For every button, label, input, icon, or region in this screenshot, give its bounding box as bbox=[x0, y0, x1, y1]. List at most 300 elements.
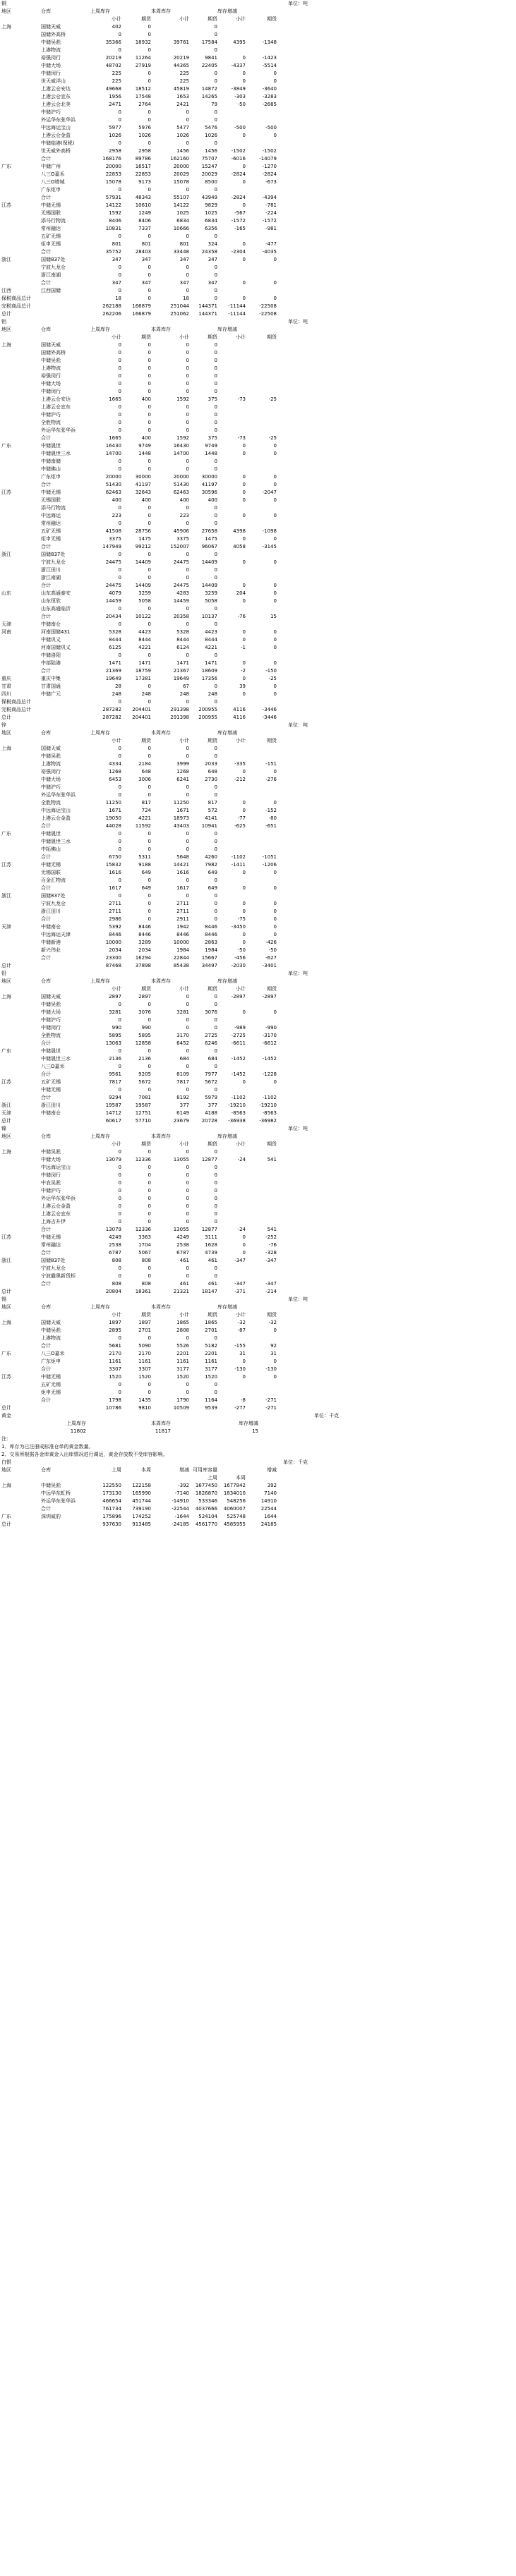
value-cell: 0 bbox=[273, 901, 277, 906]
value-cell: 0 bbox=[148, 909, 151, 914]
value-cell: 28 bbox=[115, 684, 121, 689]
warehouse-cell: 中储大场 bbox=[41, 777, 61, 782]
value-cell: 12877 bbox=[201, 1227, 217, 1232]
value-cell bbox=[217, 380, 246, 388]
region-cell bbox=[1, 660, 41, 667]
value-cell: 0 bbox=[186, 427, 189, 433]
value-cell: 291398 bbox=[170, 707, 189, 712]
value-cell: 11802 bbox=[70, 1428, 86, 1434]
value-cell: 801 bbox=[141, 241, 151, 247]
value-cell bbox=[217, 388, 246, 396]
value-cell bbox=[246, 1016, 277, 1024]
table-row bbox=[0, 590, 516, 597]
value-cell: 22544 bbox=[260, 1506, 277, 1512]
value-cell: 0 bbox=[148, 24, 151, 30]
subheader-cell: 小计 bbox=[112, 16, 121, 22]
section-silver bbox=[0, 1459, 516, 1529]
value-cell: 461 bbox=[208, 1258, 217, 1263]
value-cell: 3375 bbox=[176, 536, 189, 542]
value-cell: 533346 bbox=[198, 1498, 217, 1504]
value-cell: 20000 bbox=[105, 164, 121, 169]
value-cell: 0 bbox=[186, 381, 189, 387]
table-row bbox=[0, 628, 516, 636]
warehouse-cell: 中储广州 bbox=[41, 164, 61, 169]
value-cell: 9294 bbox=[109, 1095, 121, 1100]
value-cell: 291398 bbox=[170, 715, 189, 720]
value-cell: 0 bbox=[214, 567, 217, 573]
warehouse-cell: 中储晟世 bbox=[41, 443, 61, 449]
region-cell bbox=[1, 388, 41, 396]
region-cell bbox=[1, 1490, 41, 1497]
value-cell: 1644 bbox=[264, 1514, 277, 1519]
value-cell: 9561 bbox=[109, 1071, 121, 1077]
subheader-cell: 小计 bbox=[236, 738, 246, 743]
value-cell: 0 bbox=[186, 187, 189, 193]
subheader-cell: 小计 bbox=[179, 986, 189, 992]
subheader-cell: 期货 bbox=[267, 16, 277, 22]
region-cell bbox=[1, 512, 41, 520]
value-cell: -567 bbox=[234, 210, 246, 216]
value-cell: 19649 bbox=[105, 676, 121, 681]
warehouse-cell: 合计 bbox=[41, 156, 51, 162]
value-cell: 17584 bbox=[201, 40, 217, 45]
subheader-cell bbox=[1, 1311, 41, 1319]
value-cell: 1616 bbox=[176, 870, 189, 875]
warehouse-cell: 浙江田川 bbox=[41, 1102, 61, 1108]
value-cell: 0 bbox=[273, 870, 277, 875]
value-cell: 761734 bbox=[102, 1506, 121, 1512]
value-cell bbox=[217, 1210, 246, 1218]
value-cell: 0 bbox=[118, 458, 121, 464]
value-cell bbox=[217, 1016, 246, 1024]
value-cell: 0 bbox=[148, 521, 151, 526]
value-cell: 9205 bbox=[138, 1071, 151, 1077]
value-cell: 0 bbox=[242, 202, 246, 208]
value-cell: 0 bbox=[214, 1017, 217, 1023]
value-cell: 4561770 bbox=[195, 1521, 217, 1527]
value-cell: -3145 bbox=[262, 544, 277, 549]
table-row bbox=[0, 341, 516, 349]
value-cell: 0 bbox=[118, 1265, 121, 1271]
value-cell: 0 bbox=[214, 1002, 217, 1007]
value-cell: 248 bbox=[112, 691, 121, 697]
value-cell: 8500 bbox=[205, 179, 217, 185]
value-cell: -3401 bbox=[262, 963, 277, 968]
region-cell: 总计 bbox=[1, 1118, 11, 1124]
value-cell: 0 bbox=[148, 567, 151, 573]
value-cell: 0 bbox=[186, 784, 189, 790]
table-row bbox=[0, 489, 516, 497]
region-cell: 四川 bbox=[1, 691, 11, 697]
value-cell: 0 bbox=[186, 1048, 189, 1054]
table-row bbox=[0, 520, 516, 528]
region-cell bbox=[1, 171, 41, 178]
value-cell: -271 bbox=[265, 1405, 277, 1411]
warehouse-cell: 国储天威 bbox=[41, 746, 61, 751]
value-cell: -347 bbox=[265, 1281, 277, 1287]
value-cell: 0 bbox=[118, 1188, 121, 1193]
warehouse-cell bbox=[41, 310, 90, 318]
warehouse-cell: 八三O嘉禾 bbox=[41, 171, 65, 177]
value-cell: 1268 bbox=[109, 769, 121, 774]
subheader-cell bbox=[41, 1474, 90, 1482]
value-cell: 5672 bbox=[138, 1079, 151, 1085]
warehouse-cell: 合计 bbox=[41, 885, 51, 891]
value-cell bbox=[217, 403, 246, 411]
region-cell: 上海 bbox=[1, 24, 11, 30]
warehouse-cell: 合计 bbox=[41, 1366, 51, 1372]
value-cell: 0 bbox=[118, 1180, 121, 1186]
region-cell bbox=[1, 566, 41, 574]
value-cell: 0 bbox=[242, 482, 246, 487]
warehouse-cell: 中储无锡 bbox=[41, 490, 61, 495]
table-row bbox=[0, 272, 516, 279]
table-row bbox=[0, 605, 516, 613]
table-row bbox=[0, 993, 516, 1001]
value-cell: 0 bbox=[118, 358, 121, 363]
value-cell: 1665 bbox=[109, 435, 121, 441]
region-cell bbox=[1, 396, 41, 403]
table-row bbox=[0, 947, 516, 954]
warehouse-cell bbox=[41, 1288, 90, 1296]
warehouse-cell: 合计 bbox=[41, 195, 51, 200]
value-cell: 225 bbox=[179, 78, 189, 84]
warehouse-cell: 中储吴淞 bbox=[41, 1483, 61, 1488]
value-cell bbox=[217, 1218, 246, 1226]
value-cell: 0 bbox=[186, 117, 189, 123]
value-cell: 4116 bbox=[233, 715, 246, 720]
value-cell: 375 bbox=[208, 435, 217, 441]
warehouse-cell: 世天威外高桥 bbox=[41, 148, 71, 154]
table-row bbox=[0, 745, 516, 753]
table-row bbox=[0, 916, 516, 923]
value-cell: 0 bbox=[242, 637, 246, 643]
value-cell: -22508 bbox=[259, 303, 277, 309]
value-cell: 808 bbox=[141, 1281, 151, 1287]
value-cell: 0 bbox=[186, 1188, 189, 1193]
header-cell bbox=[217, 1466, 246, 1474]
value-cell: 1268 bbox=[176, 769, 189, 774]
region-cell bbox=[1, 939, 41, 947]
value-cell: 1161 bbox=[138, 1359, 151, 1364]
value-cell: 11592 bbox=[135, 823, 151, 829]
warehouse-cell: 中储闵行 bbox=[41, 71, 61, 76]
table-row bbox=[0, 784, 516, 791]
value-cell: 0 bbox=[118, 1335, 121, 1341]
warehouse-cell: 全胜物流 bbox=[41, 800, 61, 806]
warehouse-cell: 国储天威 bbox=[41, 342, 61, 348]
value-cell: -32 bbox=[237, 1320, 246, 1325]
value-cell: 2711 bbox=[109, 909, 121, 914]
region-cell bbox=[1, 1397, 41, 1404]
value-cell: 0 bbox=[214, 684, 217, 689]
value-cell: 0 bbox=[118, 365, 121, 371]
value-cell: 6246 bbox=[205, 1040, 217, 1046]
region-cell bbox=[1, 1016, 41, 1024]
region-cell bbox=[1, 1389, 41, 1397]
value-cell: 0 bbox=[186, 746, 189, 751]
table-row bbox=[0, 435, 516, 442]
value-cell bbox=[217, 349, 246, 357]
subheader-cell: 小计 bbox=[112, 1312, 121, 1318]
value-cell: -673 bbox=[265, 179, 277, 185]
header-cell: 地区 bbox=[1, 1134, 11, 1139]
value-cell: 3363 bbox=[138, 1234, 151, 1240]
note-text: 2、交易所根据各金库黄金入出库情况进行调运，黄金存放数不受库容影响。 bbox=[1, 1452, 168, 1457]
header-cell: 仓库 bbox=[41, 1467, 51, 1473]
value-cell: 7817 bbox=[176, 1079, 189, 1085]
value-cell: -1098 bbox=[262, 528, 277, 534]
value-cell: 0 bbox=[214, 1165, 217, 1170]
value-cell: -981 bbox=[265, 226, 277, 231]
value-cell: 28756 bbox=[135, 528, 151, 534]
value-cell bbox=[246, 574, 277, 582]
value-cell: 8406 bbox=[109, 218, 121, 224]
value-cell: 0 bbox=[186, 699, 189, 705]
value-cell: 2711 bbox=[176, 901, 189, 906]
value-cell: 0 bbox=[186, 1196, 189, 1201]
value-cell bbox=[217, 520, 246, 528]
region-cell bbox=[1, 1032, 41, 1040]
value-cell: 225 bbox=[179, 71, 189, 76]
value-cell: 0 bbox=[242, 497, 246, 503]
region-cell bbox=[1, 349, 41, 357]
region-cell bbox=[1, 877, 41, 885]
warehouse-cell: 中储无锡 bbox=[41, 1087, 61, 1093]
value-cell: 9829 bbox=[205, 202, 217, 208]
value-cell: 0 bbox=[148, 389, 151, 394]
table-row bbox=[0, 1327, 516, 1335]
value-cell: 2170 bbox=[138, 1351, 151, 1356]
table-row bbox=[0, 1319, 516, 1327]
value-cell: -3283 bbox=[262, 94, 277, 99]
warehouse-cell: 上港云仓宜东 bbox=[41, 94, 71, 99]
value-cell: 0 bbox=[242, 536, 246, 542]
value-cell: 0 bbox=[186, 420, 189, 425]
value-cell: -155 bbox=[234, 1343, 246, 1349]
value-cell: 0 bbox=[214, 458, 217, 464]
section-title: 铅 bbox=[1, 971, 6, 976]
value-cell: 7817 bbox=[109, 1079, 121, 1085]
value-cell bbox=[246, 466, 277, 473]
table-row bbox=[0, 1203, 516, 1210]
value-cell: 12858 bbox=[135, 1040, 151, 1046]
value-cell: 287282 bbox=[102, 707, 121, 712]
value-cell: 1671 bbox=[176, 808, 189, 813]
header-cell: 地区 bbox=[1, 978, 11, 984]
value-cell: 17356 bbox=[201, 676, 217, 681]
value-cell bbox=[246, 551, 277, 559]
section-subheader-row bbox=[0, 334, 516, 341]
value-cell: 1164 bbox=[205, 1397, 217, 1403]
table-row bbox=[0, 1187, 516, 1195]
warehouse-cell: 上港云仓安达 bbox=[41, 86, 71, 92]
value-cell: 0 bbox=[273, 133, 277, 138]
value-cell: 0 bbox=[148, 1203, 151, 1209]
value-cell: 0 bbox=[242, 1009, 246, 1015]
region-cell bbox=[1, 1226, 41, 1234]
warehouse-cell: 无锡国联 bbox=[41, 210, 61, 216]
value-cell: 20000 bbox=[173, 164, 189, 169]
value-cell: 0 bbox=[186, 412, 189, 418]
value-cell: 0 bbox=[186, 1382, 189, 1387]
header-cell bbox=[246, 8, 277, 16]
section-zinc bbox=[0, 722, 516, 970]
table-row bbox=[0, 47, 516, 54]
value-cell: -1411 bbox=[231, 862, 246, 868]
value-cell: 0 bbox=[148, 652, 151, 658]
table-row bbox=[0, 807, 516, 815]
warehouse-cell: 合计 bbox=[41, 1227, 51, 1232]
value-cell: 0 bbox=[118, 1390, 121, 1395]
section-subheader-row bbox=[0, 1141, 516, 1148]
value-cell: 0 bbox=[148, 916, 151, 922]
warehouse-cell: 中储南仓 bbox=[41, 621, 61, 627]
value-cell: 3111 bbox=[205, 1234, 217, 1240]
warehouse-cell: 五矿无锡 bbox=[41, 233, 61, 239]
warehouse-cell: 全胜物流 bbox=[41, 420, 61, 425]
value-cell: 4079 bbox=[109, 590, 121, 596]
value-cell: 13055 bbox=[173, 1227, 189, 1232]
value-cell: 16294 bbox=[135, 955, 151, 961]
value-cell: 20000 bbox=[173, 474, 189, 480]
region-cell bbox=[1, 194, 41, 202]
value-cell: -2047 bbox=[262, 490, 277, 495]
value-cell: 44028 bbox=[105, 823, 121, 829]
value-cell: 0 bbox=[148, 746, 151, 751]
table-row bbox=[0, 861, 516, 869]
region-cell: 河南 bbox=[1, 629, 11, 635]
value-cell: -165 bbox=[234, 226, 246, 231]
section-title-row bbox=[0, 970, 516, 978]
value-cell: 0 bbox=[273, 1374, 277, 1380]
value-cell: 0 bbox=[148, 187, 151, 193]
warehouse-cell: 中储大场 bbox=[41, 1157, 61, 1162]
value-cell: -25 bbox=[268, 396, 277, 402]
region-cell bbox=[1, 1203, 41, 1210]
value-cell: 2986 bbox=[109, 916, 121, 922]
header-cell: 仓库 bbox=[41, 8, 51, 14]
value-cell: 200955 bbox=[198, 715, 217, 720]
value-cell: 4221 bbox=[138, 645, 151, 650]
header-cell bbox=[121, 978, 151, 985]
value-cell: 0 bbox=[148, 1064, 151, 1069]
region-cell bbox=[1, 760, 41, 768]
value-cell: 2201 bbox=[176, 1351, 189, 1356]
value-cell: 1677842 bbox=[223, 1483, 246, 1488]
value-cell: 1704 bbox=[138, 1242, 151, 1248]
table-row bbox=[0, 171, 516, 178]
warehouse-cell: 常州融达 bbox=[41, 521, 61, 526]
subheader-cell: 小计 bbox=[179, 16, 189, 22]
value-cell: 0 bbox=[214, 1048, 217, 1054]
value-cell: 248 bbox=[179, 691, 189, 697]
value-cell: 0 bbox=[273, 280, 277, 286]
header-cell: 库存增减 bbox=[217, 730, 237, 736]
value-cell: 20029 bbox=[173, 171, 189, 177]
value-cell: 1249 bbox=[138, 210, 151, 216]
value-cell: -8563 bbox=[262, 1110, 277, 1116]
subheader-cell bbox=[1, 1141, 41, 1148]
value-cell: 122158 bbox=[132, 1483, 151, 1488]
warehouse-cell: 国储837处 bbox=[41, 552, 66, 557]
value-cell: 0 bbox=[148, 1002, 151, 1007]
value-cell: 0 bbox=[148, 412, 151, 418]
table-row bbox=[0, 303, 516, 310]
header-cell: 仓库 bbox=[41, 978, 51, 984]
table-row bbox=[0, 954, 516, 962]
value-cell: 0 bbox=[118, 699, 121, 705]
value-cell bbox=[217, 1148, 246, 1156]
value-cell: 6124 bbox=[176, 645, 189, 650]
warehouse-cell: 中储晟世 bbox=[41, 831, 61, 837]
warehouse-cell: 外运华东张华浜 bbox=[41, 1498, 76, 1504]
value-cell: 1677450 bbox=[195, 1483, 217, 1488]
warehouse-cell: 上港云仓金盈 bbox=[41, 133, 71, 138]
value-cell: -1572 bbox=[262, 218, 277, 224]
region-cell bbox=[1, 1195, 41, 1203]
value-cell: 14122 bbox=[105, 202, 121, 208]
value-cell: 0 bbox=[186, 1203, 189, 1209]
warehouse-cell: 中储闵行 bbox=[41, 389, 61, 394]
region-cell bbox=[1, 1071, 41, 1079]
value-cell: 0 bbox=[118, 140, 121, 146]
value-cell: 400 bbox=[208, 497, 217, 503]
subheader-cell bbox=[41, 985, 90, 993]
value-cell: 0 bbox=[148, 699, 151, 705]
value-cell: 10000 bbox=[173, 940, 189, 945]
header-cell bbox=[189, 729, 217, 737]
warehouse-cell: 中储吴淞 bbox=[41, 358, 61, 363]
table-row bbox=[0, 1397, 516, 1404]
value-cell: 20728 bbox=[201, 1118, 217, 1124]
region-cell bbox=[1, 613, 41, 621]
value-cell bbox=[217, 264, 246, 272]
value-cell: 2863 bbox=[205, 940, 217, 945]
value-cell: -2897 bbox=[231, 994, 246, 1000]
value-cell: 0 bbox=[118, 381, 121, 387]
value-cell: 0 bbox=[186, 839, 189, 844]
region-cell bbox=[1, 365, 41, 372]
value-cell: 0 bbox=[242, 1250, 246, 1256]
table-row bbox=[0, 597, 516, 605]
value-cell: 0 bbox=[273, 1009, 277, 1015]
value-cell: 15078 bbox=[173, 179, 189, 185]
region-cell bbox=[1, 481, 41, 489]
value-cell: 0 bbox=[118, 1002, 121, 1007]
value-cell: 0 bbox=[273, 497, 277, 503]
value-cell: 1025 bbox=[176, 210, 189, 216]
region-cell bbox=[1, 497, 41, 504]
value-cell: 0 bbox=[214, 1211, 217, 1217]
value-cell: 375 bbox=[208, 396, 217, 402]
warehouse-cell: 合计 bbox=[41, 1250, 51, 1256]
value-cell bbox=[217, 1272, 246, 1280]
value-cell: 0 bbox=[214, 513, 217, 518]
value-cell: 0 bbox=[242, 629, 246, 635]
subheader-cell bbox=[1, 16, 41, 23]
region-cell: 保税商品总计 bbox=[1, 296, 31, 301]
value-cell: -8 bbox=[241, 1397, 246, 1403]
value-cell: -2685 bbox=[262, 102, 277, 107]
subheader-cell bbox=[1, 1474, 41, 1482]
value-cell: 17548 bbox=[135, 94, 151, 99]
value-cell: 4398 bbox=[233, 528, 246, 534]
value-cell bbox=[217, 745, 246, 753]
value-cell: 5895 bbox=[109, 1033, 121, 1038]
region-cell bbox=[1, 528, 41, 535]
table-row bbox=[0, 241, 516, 248]
